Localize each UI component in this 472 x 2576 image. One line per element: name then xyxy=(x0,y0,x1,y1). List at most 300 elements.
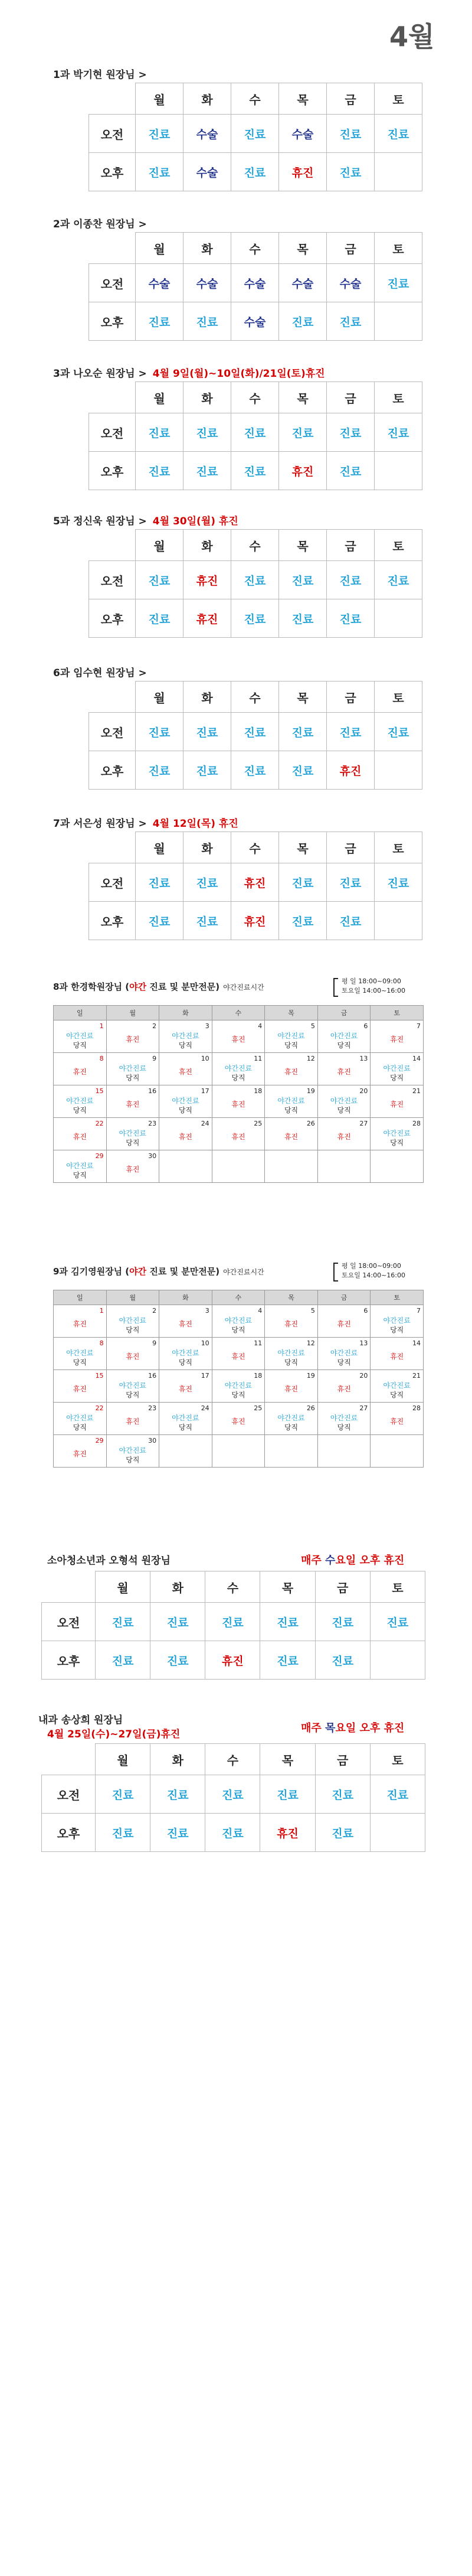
calendar-day xyxy=(317,1053,371,1085)
schedule-cell: 진료 xyxy=(327,863,375,902)
schedule-cell: 진료 xyxy=(279,902,327,940)
night-label: 야간진료 xyxy=(172,1349,199,1357)
department-title xyxy=(53,216,147,230)
weekly-closure-note xyxy=(301,1720,404,1735)
closed-label: 휴진 xyxy=(73,1320,87,1328)
day-number: 1 xyxy=(99,1022,104,1030)
dept-3-table xyxy=(88,381,422,490)
schedule-cell: 진료 xyxy=(315,1775,370,1814)
dept-2-table xyxy=(88,232,422,341)
closed-label: 휴진 xyxy=(126,1035,140,1044)
day-header: 화 xyxy=(150,1571,205,1603)
night-duty xyxy=(107,1316,159,1335)
night-label: 야간진료 xyxy=(330,1097,358,1105)
schedule-cell: 휴진 xyxy=(260,1814,315,1852)
schedule-cell: 진료 xyxy=(279,599,327,638)
closed-label: 휴진 xyxy=(390,1352,404,1361)
day-header: 토 xyxy=(375,233,422,264)
corner-cell xyxy=(89,530,136,561)
bracket-shape xyxy=(333,1263,338,1282)
pediatrics-table xyxy=(41,1571,425,1680)
calendar-day xyxy=(371,1150,424,1183)
closed-label: 휴진 xyxy=(390,1035,404,1044)
schedule-cell: 진료 xyxy=(327,713,375,751)
calendar-day xyxy=(371,1338,424,1370)
calendar-day xyxy=(212,1370,265,1403)
schedule-cell: 진료 xyxy=(327,302,375,341)
calendar-day xyxy=(371,1305,424,1338)
closed-label: 휴진 xyxy=(231,1352,245,1361)
closed-label: 휴진 xyxy=(73,1450,87,1458)
duty-label: 당직 xyxy=(178,1358,192,1367)
day-header: 금 xyxy=(327,682,375,713)
day-header: 화 xyxy=(150,1744,205,1775)
closed-label: 휴진 xyxy=(284,1385,299,1393)
day-number: 2 xyxy=(152,1022,157,1030)
day-header: 금 xyxy=(327,233,375,264)
day-header: 수 xyxy=(231,83,279,115)
day-number: 3 xyxy=(205,1307,209,1315)
schedule-cell: 진료 xyxy=(183,302,231,341)
night-duty xyxy=(54,1161,106,1180)
duty-label: 당직 xyxy=(126,1139,140,1147)
duty-label: 당직 xyxy=(178,1041,192,1049)
day-header: 토 xyxy=(375,382,422,413)
day-header: 금 xyxy=(315,1744,370,1775)
schedule-cell: 진료 xyxy=(315,1814,370,1852)
doctor-name: 9과 김기영원장님 ( xyxy=(53,1266,130,1277)
closed-label: 휴진 xyxy=(231,1035,245,1044)
duty-label: 당직 xyxy=(284,1358,299,1367)
day-header: 금 xyxy=(315,1571,370,1603)
schedule-cell: 진료 xyxy=(375,413,422,452)
night-duty xyxy=(318,1413,371,1432)
closed-label: 휴진 xyxy=(73,1385,87,1393)
day-header: 월 xyxy=(136,382,183,413)
day-number: 7 xyxy=(417,1307,421,1315)
calendar-day xyxy=(265,1118,318,1150)
schedule-cell: 수술 xyxy=(279,264,327,302)
schedule-cell: 진료 xyxy=(370,1775,425,1814)
night-label: 야간진료 xyxy=(224,1064,253,1072)
weekday-header: 수 xyxy=(212,1006,265,1020)
day-number: 19 xyxy=(306,1087,315,1095)
night-duty xyxy=(54,1031,106,1050)
night-label: 야간진료 xyxy=(66,1032,94,1040)
schedule-cell: 진료 xyxy=(183,751,231,790)
calendar-day xyxy=(317,1435,371,1468)
pm-label: 오후 xyxy=(89,153,136,191)
duty-label: 당직 xyxy=(126,1326,140,1334)
day-number: 26 xyxy=(306,1404,315,1412)
calendar-day xyxy=(54,1053,107,1085)
day-number: 15 xyxy=(95,1087,104,1095)
closed-label: 휴진 xyxy=(178,1068,192,1076)
night-duty xyxy=(212,1064,265,1082)
department-title: 소아청소년과 오형석 원장님 xyxy=(47,1555,171,1567)
day-header: 목 xyxy=(260,1744,315,1775)
schedule-cell: 진료 xyxy=(231,413,279,452)
day-number: 12 xyxy=(306,1339,315,1347)
day-header: 목 xyxy=(260,1571,315,1603)
schedule-cell: 수술 xyxy=(279,115,327,153)
day-number: 6 xyxy=(363,1022,368,1030)
day-number: 5 xyxy=(310,1022,315,1030)
day-number: 11 xyxy=(254,1055,263,1062)
night-label: 야간진료 xyxy=(119,1446,147,1455)
day-header: 화 xyxy=(183,682,231,713)
schedule-cell: 수술 xyxy=(231,264,279,302)
month-calendar xyxy=(53,1290,424,1468)
month-calendar xyxy=(53,1005,424,1183)
calendar-day xyxy=(212,1403,265,1435)
doctor-name: 1과 박기현 원장님 > xyxy=(53,69,147,81)
closed-label: 휴진 xyxy=(126,1417,140,1426)
day-number: 30 xyxy=(148,1152,157,1160)
day-number: 26 xyxy=(306,1120,315,1127)
schedule-cell: 진료 xyxy=(231,153,279,191)
closure-note: 4월 9일(월)~10일(화)/21일(토)휴진 xyxy=(152,368,325,380)
schedule-cell xyxy=(375,599,422,638)
night-duty xyxy=(371,1381,423,1400)
schedule-cell: 진료 xyxy=(150,1814,205,1852)
schedule-cell: 진료 xyxy=(279,302,327,341)
schedule-cell: 수술 xyxy=(183,264,231,302)
day-number: 5 xyxy=(310,1307,315,1315)
schedule-cell: 진료 xyxy=(150,1603,205,1641)
day-header: 금 xyxy=(327,83,375,115)
calendar-day xyxy=(54,1403,107,1435)
day-number: 8 xyxy=(99,1339,104,1347)
schedule-cell: 진료 xyxy=(327,115,375,153)
weekday-header: 수 xyxy=(212,1290,265,1305)
calendar-day xyxy=(106,1338,159,1370)
day-header: 수 xyxy=(231,530,279,561)
night-label: 야간진료 xyxy=(383,1129,411,1137)
day-number: 25 xyxy=(254,1404,263,1412)
pm-label: 오후 xyxy=(42,1814,96,1852)
month-label: 4월 xyxy=(389,21,435,53)
schedule-cell xyxy=(375,452,422,490)
schedule-cell: 진료 xyxy=(183,902,231,940)
day-number: 21 xyxy=(412,1372,421,1380)
day-number: 2 xyxy=(152,1307,157,1315)
day-number: 19 xyxy=(306,1372,315,1380)
calendar-day xyxy=(106,1118,159,1150)
am-label: 오전 xyxy=(89,863,136,902)
calendar-day xyxy=(54,1118,107,1150)
calendar-day xyxy=(317,1305,371,1338)
schedule-cell: 진료 xyxy=(231,561,279,599)
day-header: 월 xyxy=(96,1571,150,1603)
schedule-cell: 진료 xyxy=(231,751,279,790)
hours-line: 평 일 18:00~09:00 xyxy=(342,1262,401,1270)
day-header: 화 xyxy=(183,233,231,264)
schedule-cell: 진료 xyxy=(136,599,183,638)
day-number: 6 xyxy=(363,1307,368,1315)
closed-label: 휴진 xyxy=(390,1417,404,1426)
night-highlight: 야간 xyxy=(129,982,147,992)
specialty-text: 진료 및 분만전문) xyxy=(146,982,220,992)
night-duty xyxy=(265,1413,317,1432)
day-header: 수 xyxy=(205,1744,260,1775)
duty-label: 당직 xyxy=(390,1326,404,1334)
closed-label: 휴진 xyxy=(231,1417,245,1426)
night-label: 야간진료 xyxy=(119,1381,147,1390)
schedule-cell: 진료 xyxy=(260,1603,315,1641)
day-header: 수 xyxy=(231,682,279,713)
closed-label: 휴진 xyxy=(284,1133,299,1141)
day-number: 12 xyxy=(306,1055,315,1062)
weekday-header: 화 xyxy=(159,1006,212,1020)
night-label: 야간진료 xyxy=(66,1349,94,1357)
note-prefix: 매주 xyxy=(301,1554,326,1567)
day-header: 토 xyxy=(375,530,422,561)
day-number: 27 xyxy=(359,1120,368,1127)
schedule-cell: 진료 xyxy=(327,599,375,638)
calendar-day xyxy=(317,1118,371,1150)
pm-label: 오후 xyxy=(89,599,136,638)
day-header: 월 xyxy=(136,832,183,863)
day-number: 18 xyxy=(254,1372,263,1380)
night-label: 야간진료 xyxy=(277,1349,305,1357)
calendar-day xyxy=(159,1403,212,1435)
night-duty xyxy=(159,1413,212,1432)
day-number: 16 xyxy=(148,1372,157,1380)
schedule-cell: 수술 xyxy=(231,302,279,341)
schedule-cell: 진료 xyxy=(136,863,183,902)
day-header: 목 xyxy=(279,233,327,264)
hours-lines xyxy=(342,1261,405,1280)
schedule-cell: 진료 xyxy=(231,713,279,751)
schedule-cell: 진료 xyxy=(327,902,375,940)
day-number: 30 xyxy=(148,1437,157,1444)
schedule-cell: 진료 xyxy=(279,751,327,790)
weekday-header: 일 xyxy=(54,1006,107,1020)
weekday-header: 일 xyxy=(54,1290,107,1305)
schedule-cell: 진료 xyxy=(150,1641,205,1680)
closed-label: 휴진 xyxy=(390,1100,404,1108)
day-number: 17 xyxy=(201,1372,209,1380)
schedule-cell: 진료 xyxy=(327,153,375,191)
calendar-day xyxy=(159,1020,212,1053)
schedule-cell: 진료 xyxy=(315,1641,370,1680)
department-title xyxy=(53,66,147,81)
calendar-day xyxy=(159,1435,212,1468)
schedule-cell: 진료 xyxy=(231,115,279,153)
schedule-cell: 진료 xyxy=(136,452,183,490)
calendar-day xyxy=(159,1118,212,1150)
corner-cell xyxy=(89,382,136,413)
duty-label: 당직 xyxy=(178,1106,192,1114)
calendar-day xyxy=(265,1053,318,1085)
day-number: 4 xyxy=(258,1022,263,1030)
night-duty xyxy=(318,1096,371,1115)
calendar-day xyxy=(159,1150,212,1183)
calendar-day xyxy=(54,1150,107,1183)
calendar-day xyxy=(106,1150,159,1183)
night-duty xyxy=(265,1096,317,1115)
day-header: 수 xyxy=(231,382,279,413)
night-label: 야간진료 xyxy=(119,1316,147,1325)
calendar-day xyxy=(317,1150,371,1183)
day-header: 화 xyxy=(183,832,231,863)
calendar-day xyxy=(212,1338,265,1370)
duty-label: 당직 xyxy=(284,1423,299,1432)
schedule-cell: 진료 xyxy=(136,751,183,790)
night-label: 야간진료 xyxy=(383,1381,411,1390)
day-header: 월 xyxy=(136,530,183,561)
dept-5-table xyxy=(88,681,422,790)
dept-6-table xyxy=(88,832,422,940)
day-header: 수 xyxy=(231,233,279,264)
day-number: 20 xyxy=(359,1372,368,1380)
dept-1-table xyxy=(88,83,422,191)
schedule-cell: 진료 xyxy=(96,1775,150,1814)
calendar-title xyxy=(53,1265,264,1277)
schedule-cell: 수술 xyxy=(183,153,231,191)
duty-label: 당직 xyxy=(126,1391,140,1399)
schedule-cell: 진료 xyxy=(150,1775,205,1814)
closed-label: 휴진 xyxy=(178,1385,192,1393)
night-label: 야간진료 xyxy=(66,1162,94,1170)
day-number: 29 xyxy=(95,1152,104,1160)
schedule-cell: 진료 xyxy=(375,863,422,902)
calendar-day xyxy=(54,1338,107,1370)
schedule-cell: 진료 xyxy=(136,713,183,751)
calendar-day xyxy=(371,1403,424,1435)
calendar-day xyxy=(54,1085,107,1118)
corner-cell xyxy=(89,233,136,264)
night-label: 야간진료 xyxy=(224,1381,253,1390)
weekday-header: 목 xyxy=(265,1006,318,1020)
duty-label: 당직 xyxy=(390,1139,404,1147)
pm-label: 오후 xyxy=(42,1641,96,1680)
schedule-cell: 수술 xyxy=(136,264,183,302)
day-number: 22 xyxy=(95,1404,104,1412)
schedule-cell: 진료 xyxy=(375,115,422,153)
closed-label: 휴진 xyxy=(284,1068,299,1076)
department-title xyxy=(53,365,325,380)
pm-label: 오후 xyxy=(89,302,136,341)
weekday-header: 월 xyxy=(106,1290,159,1305)
calendar-day xyxy=(212,1435,265,1468)
corner-cell xyxy=(89,83,136,115)
night-duty xyxy=(318,1348,371,1367)
night-hours xyxy=(333,1261,405,1280)
schedule-cell: 진료 xyxy=(327,561,375,599)
day-number: 14 xyxy=(412,1055,421,1062)
duty-label: 당직 xyxy=(284,1106,299,1114)
day-number: 17 xyxy=(201,1087,209,1095)
schedule-cell xyxy=(375,751,422,790)
calendar-day xyxy=(54,1370,107,1403)
corner-cell xyxy=(42,1571,96,1603)
night-label: 야간진료 xyxy=(119,1064,147,1072)
night-label: 야간진료 xyxy=(66,1414,94,1422)
day-number: 25 xyxy=(254,1120,263,1127)
calendar-day xyxy=(212,1053,265,1085)
schedule-cell: 수술 xyxy=(183,115,231,153)
doctor-name: 7과 서은성 원장님 > xyxy=(53,818,147,830)
hours-lines xyxy=(342,977,405,996)
calendar-title xyxy=(53,980,264,993)
night-label: 야간진료 xyxy=(66,1097,94,1105)
schedule-cell: 진료 xyxy=(231,452,279,490)
day-number: 1 xyxy=(99,1307,104,1315)
dept-4-table xyxy=(88,529,422,638)
pm-label: 오후 xyxy=(89,902,136,940)
calendar-day xyxy=(106,1053,159,1085)
night-label: 야간진료 xyxy=(119,1129,147,1137)
weekday-header: 토 xyxy=(371,1006,424,1020)
am-label: 오전 xyxy=(89,264,136,302)
night-label: 야간진료 xyxy=(383,1064,411,1072)
night-label: 야간진료 xyxy=(172,1097,199,1105)
calendar-day xyxy=(212,1118,265,1150)
schedule-cell: 휴진 xyxy=(327,751,375,790)
calendar-day xyxy=(212,1020,265,1053)
night-duty xyxy=(212,1316,265,1335)
closed-label: 휴진 xyxy=(337,1068,351,1076)
schedule-cell xyxy=(375,902,422,940)
calendar-day xyxy=(265,1403,318,1435)
duty-label: 당직 xyxy=(178,1423,192,1432)
night-label: 야간진료 xyxy=(172,1032,199,1040)
calendar-day xyxy=(317,1403,371,1435)
day-header: 월 xyxy=(136,83,183,115)
specialty-text: 진료 및 분만전문) xyxy=(146,1266,220,1277)
schedule-cell: 휴진 xyxy=(183,599,231,638)
day-header: 토 xyxy=(370,1571,425,1603)
day-header: 수 xyxy=(231,832,279,863)
calendar-day xyxy=(371,1020,424,1053)
closed-label: 휴진 xyxy=(337,1320,351,1328)
night-label: 야간진료 xyxy=(330,1414,358,1422)
schedule-cell: 진료 xyxy=(375,561,422,599)
schedule-cell xyxy=(370,1814,425,1852)
schedule-cell xyxy=(375,302,422,341)
calendar-day xyxy=(371,1435,424,1468)
pm-label: 오후 xyxy=(89,751,136,790)
schedule-cell: 진료 xyxy=(136,413,183,452)
corner-cell xyxy=(89,832,136,863)
night-duty xyxy=(107,1381,159,1400)
day-header: 수 xyxy=(205,1571,260,1603)
day-header: 목 xyxy=(279,382,327,413)
day-number: 10 xyxy=(201,1339,209,1347)
day-number: 7 xyxy=(417,1022,421,1030)
schedule-cell: 휴진 xyxy=(205,1641,260,1680)
calendar-day xyxy=(106,1020,159,1053)
schedule-cell: 진료 xyxy=(231,599,279,638)
day-header: 화 xyxy=(183,382,231,413)
schedule-cell: 휴진 xyxy=(279,452,327,490)
calendar-day xyxy=(371,1370,424,1403)
day-number: 3 xyxy=(205,1022,209,1030)
calendar-day xyxy=(212,1305,265,1338)
day-number: 15 xyxy=(95,1372,104,1380)
schedule-cell: 진료 xyxy=(327,413,375,452)
night-label: 야간진료 xyxy=(277,1414,305,1422)
night-duty xyxy=(159,1031,212,1050)
night-label: 야간진료 xyxy=(383,1316,411,1325)
closed-label: 휴진 xyxy=(337,1385,351,1393)
calendar-day xyxy=(106,1085,159,1118)
duty-label: 당직 xyxy=(231,1326,245,1334)
day-number: 21 xyxy=(412,1087,421,1095)
doctor-name: 2과 이종찬 원장님 > xyxy=(53,219,147,230)
